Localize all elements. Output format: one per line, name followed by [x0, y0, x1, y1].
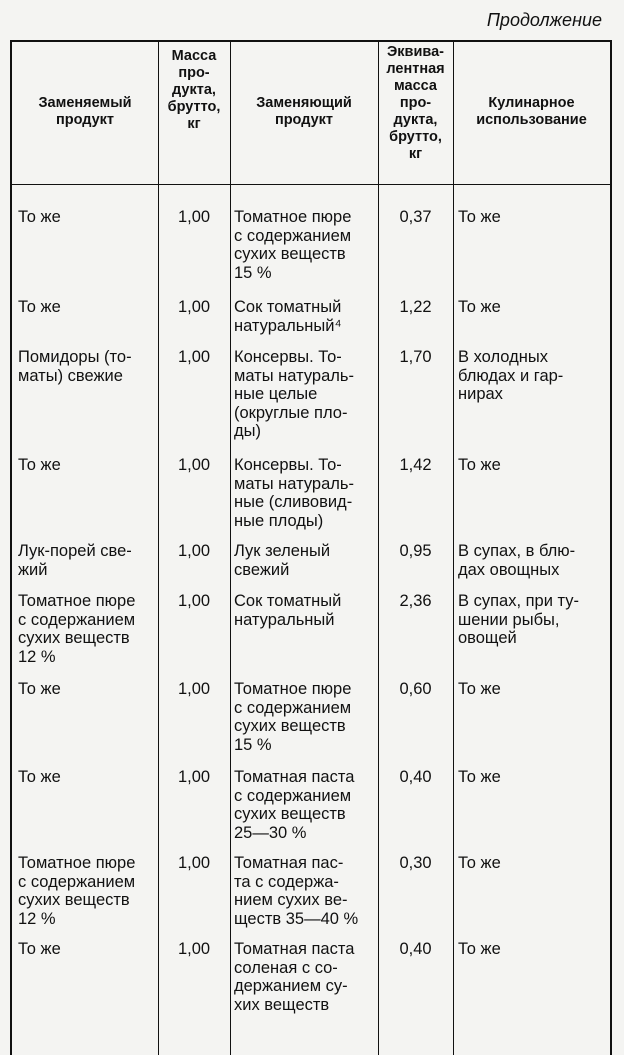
cell-mass: 1,00	[177, 768, 211, 786]
cell-equiv: 0,37	[399, 208, 432, 226]
cell-usage: То же	[458, 768, 501, 786]
cell-equiv: 2,36	[399, 592, 432, 610]
cell-replacing: Консервы. То- маты натураль- ные целые (округлые пло- ды)	[234, 348, 354, 440]
cell-replaced: То же	[18, 680, 61, 698]
cell-replacing: Томатное пюре с содержанием сухих веществ 15 %	[234, 208, 352, 282]
cell-replaced: То же	[18, 208, 61, 226]
cell-replacing: Сок томатный натуральный⁴	[234, 298, 342, 335]
cell-usage: То же	[458, 298, 501, 316]
header-equivalent-mass: Эквива- лентная масса про- дукта, брутто, кг	[386, 44, 445, 162]
cell-usage: То же	[458, 854, 501, 872]
column-divider	[230, 42, 231, 1055]
cell-usage: То же	[458, 208, 501, 226]
header-replaced-product: Заменяемый продукт	[38, 95, 132, 128]
cell-mass: 1,00	[177, 854, 211, 872]
cell-usage: То же	[458, 940, 501, 958]
cell-equiv: 0,40	[399, 940, 432, 958]
cell-replacing: Консервы. То- маты натураль- ные (сливовид- ные плоды)	[234, 456, 354, 530]
header-mass: Масса про- дукта, брутто, кг	[167, 48, 221, 132]
cell-replaced: То же	[18, 768, 61, 786]
cell-replaced: Томатное пюре с содержанием сухих веществ 12 %	[18, 854, 136, 928]
cell-equiv: 0,60	[399, 680, 432, 698]
cell-mass: 1,00	[177, 680, 211, 698]
cell-usage: То же	[458, 456, 501, 474]
cell-replaced: Лук-порей све- жий	[18, 542, 132, 579]
cell-replacing: Томатная паста соленая с со- держанием су- хих веществ	[234, 940, 355, 1014]
cell-usage: В холодных блюдах и гар- нирах	[458, 348, 564, 403]
cell-replaced: Помидоры (то- маты) свежие	[18, 348, 132, 385]
cell-mass: 1,00	[177, 592, 211, 610]
cell-mass: 1,00	[177, 208, 211, 226]
cell-replacing: Томатное пюре с содержанием сухих веществ 15 %	[234, 680, 352, 754]
cell-replacing: Лук зеленый свежий	[234, 542, 331, 579]
cell-usage: В супах, при ту- шении рыбы, овощей	[458, 592, 580, 647]
cell-replacing: Сок томатный натуральный	[234, 592, 342, 629]
cell-mass: 1,00	[177, 456, 211, 474]
substitution-table	[10, 40, 612, 1055]
cell-mass: 1,00	[177, 940, 211, 958]
cell-equiv: 1,70	[399, 348, 432, 366]
cell-replaced: Томатное пюре с содержанием сухих веществ 12 %	[18, 592, 136, 666]
cell-mass: 1,00	[177, 542, 211, 560]
cell-replacing: Томатная пас- та с содержа- нием сухих ве- ществ 35—40 %	[234, 854, 359, 928]
cell-usage: В супах, в блю- дах овощных	[458, 542, 576, 579]
cell-mass: 1,00	[177, 348, 211, 366]
cell-usage: То же	[458, 680, 501, 698]
cell-equiv: 0,30	[399, 854, 432, 872]
continuation-label: Продолжение	[486, 10, 602, 30]
cell-equiv: 0,40	[399, 768, 432, 786]
header-replacing-product: Заменяющий продукт	[256, 95, 352, 128]
cell-equiv: 1,22	[399, 298, 432, 316]
column-divider	[453, 42, 454, 1055]
cell-replaced: То же	[18, 456, 61, 474]
header-divider	[12, 184, 610, 185]
cell-equiv: 0,95	[399, 542, 432, 560]
cell-replaced: То же	[18, 940, 61, 958]
cell-mass: 1,00	[177, 298, 211, 316]
cell-equiv: 1,42	[399, 456, 432, 474]
header-culinary-use: Кулинарное использование	[476, 95, 587, 128]
cell-replaced: То же	[18, 298, 61, 316]
cell-replacing: Томатная паста с содержанием сухих веществ 25—30 %	[234, 768, 355, 842]
